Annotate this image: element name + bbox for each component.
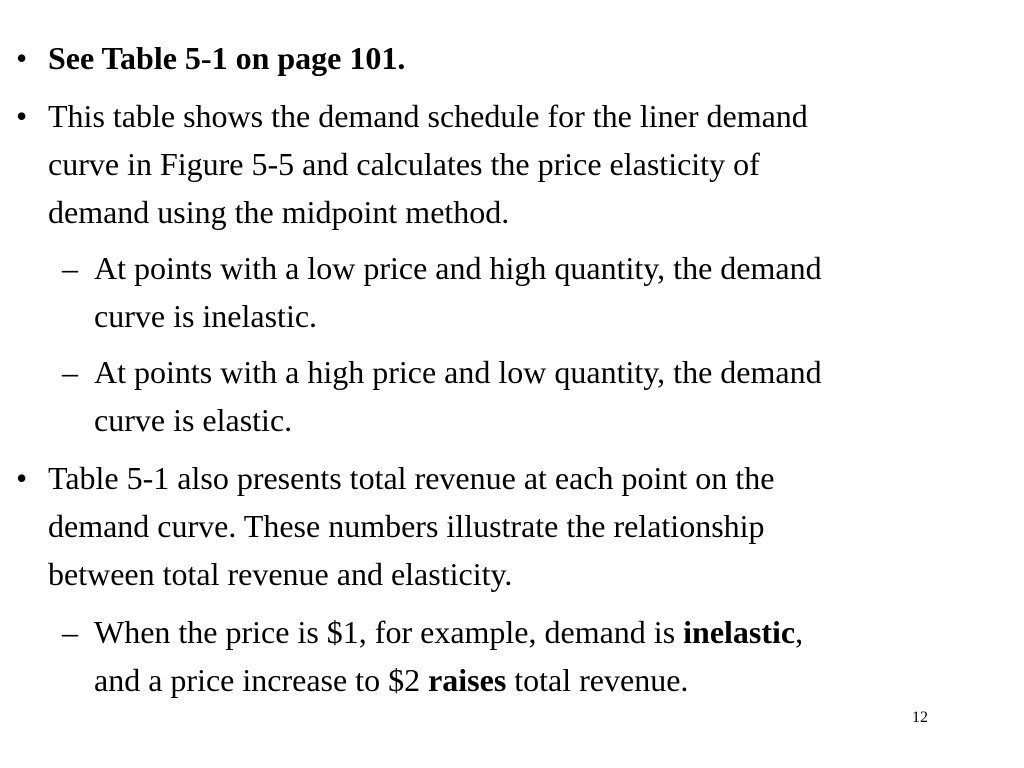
bullet-total-revenue-line3: between total revenue and elasticity. — [48, 556, 513, 592]
subbullet-inelastic-line1: At points with a low price and high quantity, the demand — [94, 250, 822, 286]
example-text: When the price is $1, for example, demand is — [94, 614, 684, 650]
page-number: 12 — [912, 709, 928, 726]
example-text: and a price increase to $2 — [94, 662, 429, 698]
example-comma: , — [795, 614, 804, 650]
dash-marker: – — [62, 354, 78, 390]
subbullet-elastic-line1: At points with a high price and low quantity, the demand — [94, 354, 822, 390]
bullet-marker: • — [16, 460, 28, 496]
bullet-demand-schedule-line2: curve in Figure 5-5 and calculates the price elasticity of — [48, 146, 760, 182]
bullet-demand-schedule-line3: demand using the midpoint method. — [48, 194, 510, 230]
subbullet-elastic-line2: curve is elastic. — [94, 402, 293, 438]
subbullet-example-line2 — [94, 656, 688, 704]
subbullet-example-line1 — [94, 608, 803, 656]
subbullet-inelastic-line2: curve is inelastic. — [94, 298, 318, 334]
bullet-marker: • — [16, 98, 28, 134]
bullet-demand-schedule-line1: This table shows the demand schedule for the liner demand — [48, 98, 808, 134]
dash-marker: – — [62, 250, 78, 286]
bullet-marker: • — [16, 40, 28, 76]
bullet-total-revenue-line2: demand curve. These numbers illustrate the relationship — [48, 508, 765, 544]
bullet-total-revenue-line1: Table 5-1 also presents total revenue at each point on the — [48, 460, 775, 496]
example-text: total revenue. — [506, 662, 689, 698]
bullet-see-table: See Table 5-1 on page 101. — [48, 40, 406, 76]
emphasis-inelastic: inelastic — [683, 614, 796, 650]
dash-marker: – — [62, 614, 78, 650]
emphasis-raises: raises — [428, 662, 507, 698]
